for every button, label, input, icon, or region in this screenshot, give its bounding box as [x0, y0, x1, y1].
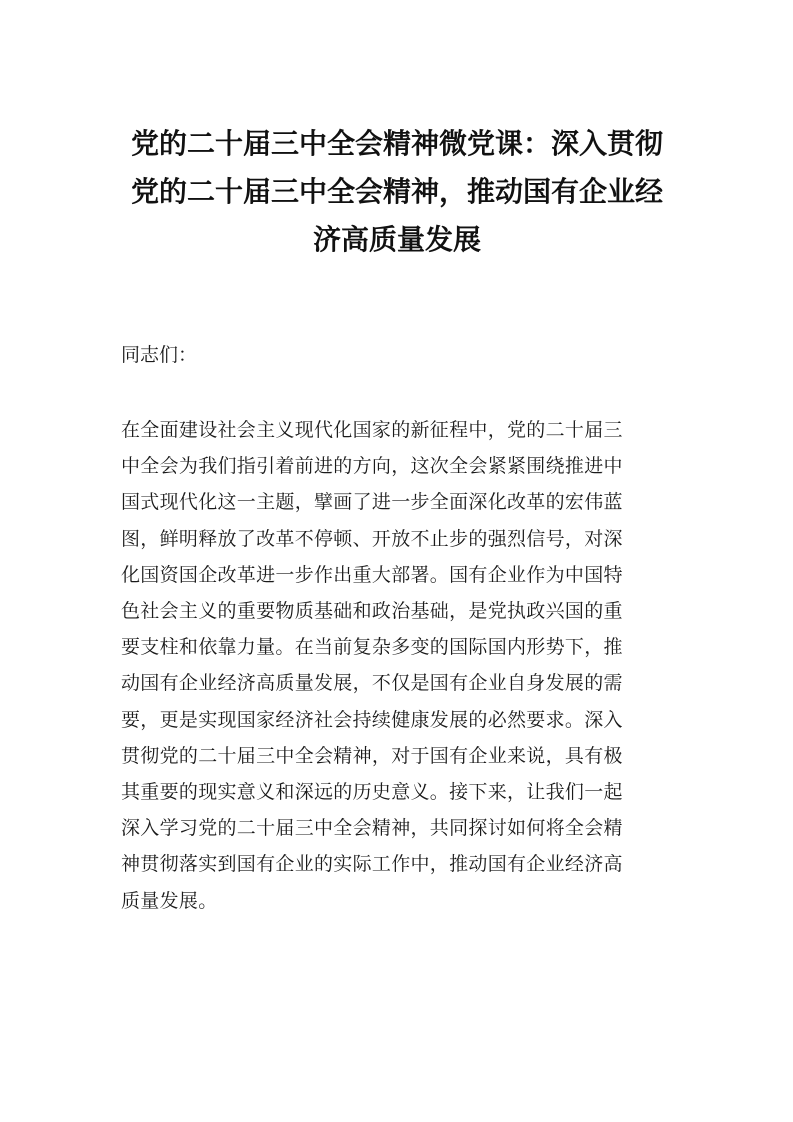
paragraph-line: 国式现代化这一主题，擘画了进一步全面深化改革的宏伟蓝	[121, 491, 623, 514]
paragraph-line: 贯彻党的二十届三中全会精神，对于国有企业来说，具有极	[121, 744, 623, 767]
paragraph-line: 要支柱和依靠力量。在当前复杂多变的国际国内形势下，推	[121, 636, 623, 659]
paragraph-line: 质量发展。	[121, 889, 218, 912]
title-line: 党的二十届三中全会精神，推动国有企业经	[130, 175, 663, 208]
paragraph-line: 中全会为我们指引着前进的方向，这次全会紧紧围绕推进中	[121, 455, 623, 478]
body-paragraph	[121, 412, 673, 919]
paragraph-line: 化国资国企改革进一步作出重大部署。国有企业作为中国特	[121, 563, 623, 586]
paragraph-line: 神贯彻落实到国有企业的实际工作中，推动国有企业经济高	[121, 853, 623, 876]
paragraph-line: 色社会主义的重要物质基础和政治基础，是党执政兴国的重	[121, 600, 623, 623]
title-line: 党的二十届三中全会精神微党课：深入贯彻	[130, 127, 663, 160]
paragraph-line: 图，鲜明释放了改革不停顿、开放不止步的强烈信号，对深	[121, 527, 623, 550]
paragraph-line: 其重要的现实意义和深远的历史意义。接下来，让我们一起	[121, 781, 623, 804]
paragraph-line: 要，更是实现国家经济社会持续健康发展的必然要求。深入	[121, 708, 623, 731]
paragraph-line: 深入学习党的二十届三中全会精神，共同探讨如何将全会精	[121, 817, 623, 840]
paragraph-line: 动国有企业经济高质量发展，不仅是国有企业自身发展的需	[121, 672, 623, 695]
salutation: 同志们：	[121, 344, 198, 366]
document-title	[118, 120, 676, 264]
paragraph-line: 在全面建设社会主义现代化国家的新征程中，党的二十届三	[121, 419, 623, 441]
title-line: 济高质量发展	[312, 223, 481, 256]
